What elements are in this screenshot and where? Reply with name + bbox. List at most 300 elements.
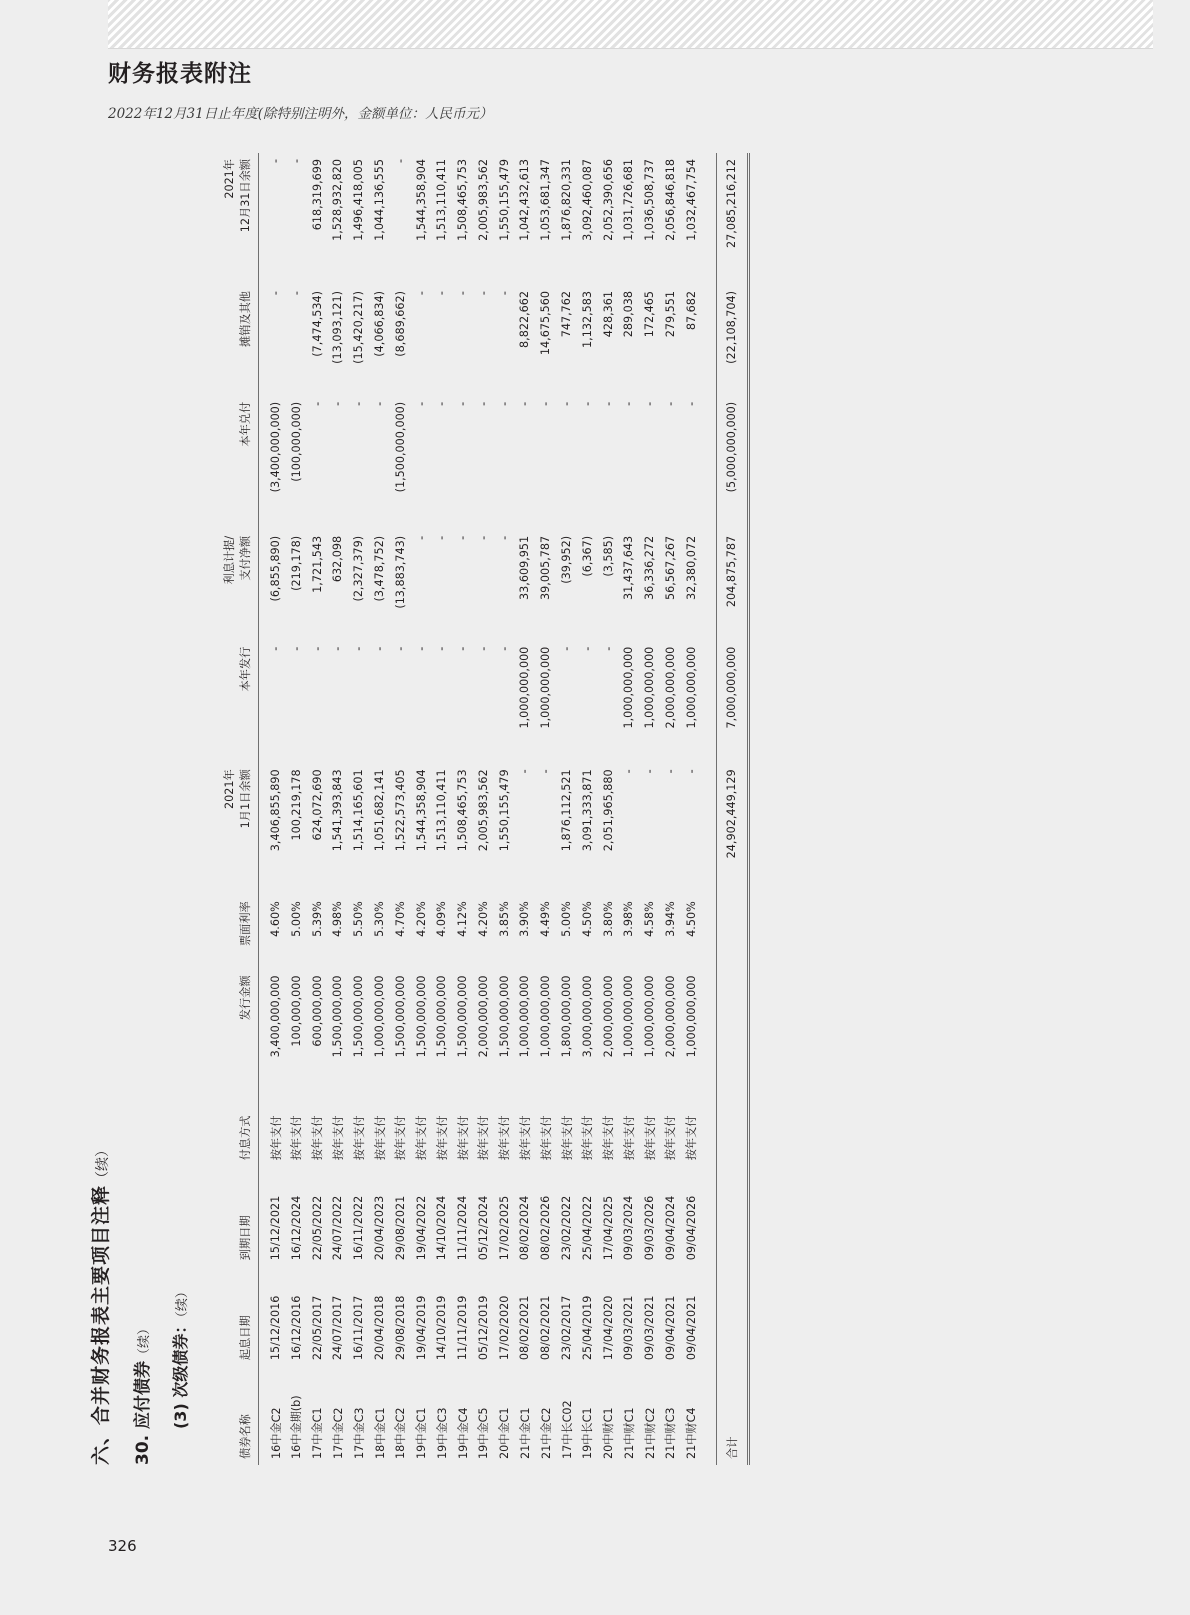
table-cell: 8,822,662 [518,290,532,348]
table-cell: 23/02/2022 [560,1195,574,1260]
table-cell: 1,500,000,000 [435,974,449,1057]
table-cell: 1,051,682,141 [373,768,387,851]
table-cell: 按年支付 [477,1115,491,1160]
table-cell: 3,406,855,890 [269,768,283,851]
table-cell: - [560,646,574,651]
table-cell: 19/04/2022 [414,1195,428,1260]
table-cell: - [456,401,470,406]
table-cell: 56,567,267 [663,535,677,600]
table-cell: 2,000,000,000 [476,974,490,1057]
section-heading-level3 [168,1285,191,1429]
col-header-opening-balance [220,763,258,895]
table-cell: 08/02/2024 [518,1195,532,1260]
table-cell: 3.98% [622,900,636,937]
table-row [515,153,536,1465]
table-cell: - [643,768,657,773]
table-cell: 29/08/2021 [393,1195,407,1260]
table-cell: 按年支付 [331,1115,345,1160]
table-cell: 1,541,393,843 [331,768,345,851]
table-cell: 1,500,000,000 [456,974,470,1057]
col-header-line2: 本年发行 [238,646,252,691]
table-cell: 24/07/2017 [331,1295,345,1360]
table-cell: 25/04/2022 [580,1195,594,1260]
table-spacer-cell [702,153,717,1465]
table-cell: 16/11/2022 [352,1195,366,1260]
table-cell: 1,000,000,000 [518,974,532,1057]
table-cell: 1,032,467,754 [684,158,698,241]
table-cell: 11/11/2024 [456,1195,470,1260]
col-header-coupon-rate [220,895,258,969]
table-cell: - [476,290,490,295]
table-cell: - [289,646,303,651]
table-cell: - [476,535,490,540]
table-row [535,153,556,1465]
table-cell: 1,000,000,000 [373,974,387,1057]
table-cell: 09/04/2021 [684,1295,698,1360]
cell-bond-name: 17中金C2 [331,1406,345,1459]
table-cell: - [373,646,387,651]
table-cell: 14/10/2024 [435,1195,449,1260]
total-cell [716,1092,748,1166]
cell-bond-name: 21中财C3 [664,1406,678,1459]
table-cell: - [414,401,428,406]
table-cell: 25/04/2019 [580,1295,594,1360]
table-cell: - [497,290,511,295]
table-cell: 1,000,000,000 [539,974,553,1057]
table-cell: 按年支付 [311,1115,325,1160]
table-cell: - [331,646,345,651]
table-cell: 3,091,333,871 [580,768,594,851]
table-cell: (6,367) [580,535,594,577]
table-cell: - [435,401,449,406]
table-cell: 2,000,000,000 [663,646,677,729]
table-cell: 1,550,155,479 [497,158,511,241]
table-cell: 632,098 [331,535,345,582]
table-cell: (8,689,662) [393,290,407,357]
table-cell: 747,762 [560,290,574,337]
table-cell: - [580,401,594,406]
table-cell: 3.94% [663,900,677,937]
table-cell: 2,000,000,000 [663,974,677,1057]
table-cell: - [310,401,324,406]
col-header-interest-accrued-net [220,529,258,640]
table-cell: 3,400,000,000 [269,974,283,1057]
table-cell: 20/04/2023 [373,1195,387,1260]
total-cell [716,895,748,969]
table-row [307,153,328,1465]
col-header-line2: 1月1日余额 [238,768,252,828]
col-header-issued-this-year [220,640,258,763]
table-cell: 4.49% [539,900,553,937]
table-spacer-row [702,153,717,1465]
table-row [639,153,660,1465]
table-cell: (6,855,890) [269,535,283,602]
table-total-row [716,153,748,1465]
table-cell: (2,327,379) [352,535,366,602]
table-cell: 按年支付 [685,1115,699,1160]
table-row [473,153,494,1465]
cell-bond-name: 16中金C2 [269,1406,283,1459]
table-cell: 1,500,000,000 [414,974,428,1057]
table-cell: - [580,646,594,651]
table-cell: - [684,401,698,406]
table-body [258,153,748,1465]
section-heading-level2-continued: （续） [137,1321,152,1361]
table-cell: 5.50% [352,900,366,937]
table-cell: - [539,768,553,773]
table-cell: 36,336,272 [643,535,657,600]
col-header-line2: 支付净额 [238,535,252,581]
table-cell: 09/03/2021 [643,1295,657,1360]
table-cell: 17/02/2025 [497,1195,511,1260]
table-cell: - [601,646,615,651]
table-cell: 按年支付 [456,1115,470,1160]
table-cell: 1,000,000,000 [643,646,657,729]
table-cell: 29/08/2018 [393,1295,407,1360]
table-cell: 1,496,418,005 [352,158,366,241]
table-cell: 17/04/2025 [601,1195,615,1260]
col-header-line2: 起息日期 [238,1314,252,1360]
table-cell: 618,319,699 [310,158,324,230]
table-cell: 按年支付 [560,1115,574,1160]
table-cell: 08/02/2026 [539,1195,553,1260]
table-cell: - [435,646,449,651]
table-cell: 1,513,110,411 [435,158,449,241]
table-cell: 1,500,000,000 [393,974,407,1057]
table-cell: 15/12/2016 [269,1295,283,1360]
table-cell: 09/03/2024 [622,1195,636,1260]
table-cell: 87,682 [684,290,698,330]
table-cell: 按年支付 [435,1115,449,1160]
table-cell: 3,092,460,087 [580,158,594,241]
table-cell: 1,000,000,000 [622,646,636,729]
total-cell: 7,000,000,000 [716,640,748,763]
table-cell: 按年支付 [643,1115,657,1160]
table-cell: 17/02/2020 [497,1295,511,1360]
table-cell: (4,066,834) [373,290,387,357]
cell-bond-name: 16中金期(b) [290,1394,304,1459]
cell-bond-name: 19中金C1 [415,1406,429,1459]
table-cell: - [352,401,366,406]
table-cell: 1,876,820,331 [560,158,574,241]
table-cell: - [560,401,574,406]
table-cell: 1,000,000,000 [684,974,698,1057]
col-header-line2: 12月31日余额 [238,158,252,232]
table-cell: 按年支付 [269,1115,283,1160]
table-cell: 1,876,112,521 [560,768,574,851]
cell-bond-name: 19中金C4 [456,1406,470,1459]
table-cell: 279,551 [663,290,677,337]
table-cell: - [684,768,698,773]
table-cell: 1,522,573,405 [393,768,407,851]
col-header-line2: 付息方式 [238,1115,252,1160]
table-cell: - [663,768,677,773]
table-cell: 2,051,965,880 [601,768,615,851]
table-cell: (100,000,000) [289,401,303,482]
table-cell: 1,053,681,347 [539,158,553,241]
table-cell: - [518,401,532,406]
table-cell: - [456,535,470,540]
table-cell: (1,500,000,000) [393,401,407,492]
table-cell: 4.58% [643,900,657,937]
table-cell: - [352,646,366,651]
page-number: 326 [108,1537,137,1555]
table-cell: 17/04/2020 [601,1295,615,1360]
cell-bond-name: 17中金C3 [352,1406,366,1459]
table-cell: - [643,401,657,406]
table-cell: - [601,401,615,406]
table-cell: 3.85% [497,900,511,937]
table-cell: 4.50% [580,900,594,937]
table-cell: 按年支付 [373,1115,387,1160]
table-cell: - [269,290,283,295]
section-heading-level3-continued: （续） [175,1284,190,1318]
section-heading-level3-text: (3) 次级债券： [171,1317,190,1429]
table-cell: 05/12/2024 [476,1195,490,1260]
table-cell: 11/11/2019 [456,1295,470,1360]
table-cell: 09/04/2026 [684,1195,698,1260]
table-cell: 1,500,000,000 [352,974,366,1057]
table-cell: (3,400,000,000) [269,401,283,492]
table-cell: 600,000,000 [310,974,324,1047]
table-cell: - [663,401,677,406]
table-cell: - [497,401,511,406]
table-cell: 1,514,165,601 [352,768,366,851]
table-cell: 428,361 [601,290,615,337]
table-row [660,153,681,1465]
table-cell: (13,093,121) [331,290,345,364]
section-heading-level2-text: 30. 应付债券 [133,1360,153,1465]
cell-bond-name: 19中长C1 [581,1406,595,1459]
cell-bond-name: 17中金C1 [311,1406,325,1459]
table-row [452,153,473,1465]
table-cell: 按年支付 [415,1115,429,1160]
table-cell: - [269,158,283,163]
table-cell: - [518,768,532,773]
section-heading-level1-continued: （续） [95,1142,111,1185]
total-cell [716,969,748,1092]
table-cell: (13,883,743) [393,535,407,609]
subordinated-bonds-table [220,153,750,1465]
table-header [220,153,258,1465]
table-cell: 31,437,643 [622,535,636,600]
total-cell [716,1266,748,1366]
table-cell: 按年支付 [539,1115,553,1160]
table-cell: 1,544,358,904 [414,158,428,241]
table-cell: 172,465 [643,290,657,337]
table-cell: 5.00% [560,900,574,937]
table-cell: 1,544,358,904 [414,768,428,851]
total-label: 合计 [716,1366,748,1465]
col-header-interest-payment-method [220,1092,258,1166]
table-cell: 5.39% [310,900,324,937]
table-row [577,153,598,1465]
table-cell: 4.12% [456,900,470,937]
col-header-line1: 2021年 [223,158,237,199]
table-cell: 33,609,951 [518,535,532,600]
table-cell: 5.30% [373,900,387,937]
table-cell: - [393,646,407,651]
col-header-line2: 摊销及其他 [238,290,252,347]
cell-bond-name: 19中金C5 [477,1406,491,1459]
table-cell: - [476,401,490,406]
table-cell: 1,550,155,479 [497,768,511,851]
table-cell: 16/11/2017 [352,1295,366,1360]
table-cell: 100,219,178 [289,768,303,841]
table-row [619,153,640,1465]
table-cell: 08/02/2021 [539,1295,553,1360]
table-cell: 按年支付 [394,1115,408,1160]
table-cell: 32,380,072 [684,535,698,600]
table-cell: 按年支付 [581,1115,595,1160]
section-heading-level1-text: 六、合并财务报表主要项目注释 [90,1184,112,1465]
table-cell: 4.70% [393,900,407,937]
table-cell: - [497,535,511,540]
cell-bond-name: 19中金C3 [435,1406,449,1459]
table-cell: 1,132,583 [580,290,594,348]
table-cell: - [414,290,428,295]
table-cell: 1,508,465,753 [456,768,470,851]
col-header-line1: 利息计提/ [223,535,237,584]
table-cell: 19/04/2019 [414,1295,428,1360]
table-row [328,153,349,1465]
col-header-line2: 票面利率 [238,900,252,946]
table-row [348,153,369,1465]
table-cell: 1,000,000,000 [518,646,532,729]
table-cell: 2,005,983,562 [476,768,490,851]
table-cell: 按年支付 [518,1115,532,1160]
table-cell: 24/07/2022 [331,1195,345,1260]
table-cell: - [331,401,345,406]
page-title: 财务报表附注 [108,61,252,87]
table-cell: 3,000,000,000 [580,974,594,1057]
col-header-issue-amount [220,969,258,1092]
total-cell: 24,902,449,129 [716,763,748,895]
table-cell: 1,044,136,555 [373,158,387,241]
table-cell: 4.09% [435,900,449,937]
table-cell: - [456,290,470,295]
cell-bond-name: 20中金C1 [498,1406,512,1459]
subordinated-bonds-table-wrap [220,153,750,1465]
cell-bond-name: 21中金C2 [539,1406,553,1459]
table-cell: - [497,646,511,651]
table-cell: 按年支付 [352,1115,366,1160]
table-row [681,153,702,1465]
col-header-bond-name [220,1366,258,1465]
table-cell: - [310,646,324,651]
total-cell: 27,085,216,212 [716,153,748,285]
table-cell: 09/03/2026 [643,1195,657,1260]
table-cell: 3.80% [601,900,615,937]
table-row [494,153,515,1465]
page-subtitle: 2022年12月31日止年度(除特别注明外，金额单位：人民币元） [108,106,493,122]
table-cell: 22/05/2017 [310,1295,324,1360]
cell-bond-name: 21中财C1 [622,1406,636,1459]
table-cell: 1,500,000,000 [497,974,511,1057]
table-cell: 05/12/2019 [476,1295,490,1360]
section-heading-level1 [86,1142,113,1464]
col-header-maturity-date [220,1166,258,1266]
table-cell: - [622,768,636,773]
table-row [431,153,452,1465]
table-cell: - [393,158,407,163]
table-cell: 20/04/2018 [373,1295,387,1360]
table-cell: 4.60% [269,900,283,937]
col-header-line2: 债券名称 [238,1413,252,1459]
table-cell: - [539,401,553,406]
table-cell: 1,031,726,681 [622,158,636,241]
table-cell: - [289,158,303,163]
table-cell: 4.20% [476,900,490,937]
cell-bond-name: 18中金C1 [373,1406,387,1459]
table-cell: 1,000,000,000 [643,974,657,1057]
table-cell: 15/12/2021 [269,1195,283,1260]
table-row [598,153,619,1465]
table-cell: 14,675,560 [539,290,553,355]
table-cell: 2,000,000,000 [601,974,615,1057]
col-header-amortisation-and-other [220,285,258,396]
table-row [286,153,307,1465]
table-cell: 16/12/2024 [289,1195,303,1260]
table-cell: 4.20% [414,900,428,937]
table-cell: 09/03/2021 [622,1295,636,1360]
table-cell: 08/02/2021 [518,1295,532,1360]
table-cell: 4.98% [331,900,345,937]
table-cell: 按年支付 [498,1115,512,1160]
table-row [411,153,432,1465]
table-cell: 1,000,000,000 [684,646,698,729]
table-cell: (15,420,217) [352,290,366,364]
table-cell: 1,500,000,000 [331,974,345,1057]
table-cell: 1,042,432,613 [518,158,532,241]
table-row [258,153,286,1465]
table-cell: 1,721,543 [310,535,324,593]
table-cell: 39,005,787 [539,535,553,600]
table-cell: - [373,401,387,406]
table-cell: - [435,535,449,540]
table-cell: 按年支付 [290,1115,304,1160]
section-heading-level2 [128,1321,153,1464]
table-cell: 09/04/2021 [663,1295,677,1360]
col-header-line1: 2021年 [223,768,237,809]
table-cell: 1,000,000,000 [539,646,553,729]
table-cell: (3,585) [601,535,615,577]
table-cell: - [289,290,303,295]
table-cell: 按年支付 [622,1115,636,1160]
table-cell: 2,005,983,562 [476,158,490,241]
cell-bond-name: 18中金C2 [394,1406,408,1459]
cell-bond-name: 17中长C02 [560,1399,574,1459]
table-cell: 1,800,000,000 [560,974,574,1057]
table-cell: 14/10/2019 [435,1295,449,1360]
cell-bond-name: 21中财C2 [643,1406,657,1459]
col-header-line2: 本年兑付 [238,401,252,447]
table-cell: 1,000,000,000 [622,974,636,1057]
table-cell: - [414,646,428,651]
cell-bond-name: 21中财C4 [685,1406,699,1459]
table-cell: 624,072,690 [310,768,324,841]
col-header-start-date [220,1266,258,1366]
table-cell: 5.00% [289,900,303,937]
table-cell: - [622,401,636,406]
table-cell: 3.90% [518,900,532,937]
total-cell: (5,000,000,000) [716,395,748,529]
col-header-line2: 到期日期 [238,1214,252,1260]
total-cell: (22,108,704) [716,285,748,396]
table-cell: 按年支付 [664,1115,678,1160]
table-cell: - [456,646,470,651]
table-cell: 按年支付 [602,1115,616,1160]
